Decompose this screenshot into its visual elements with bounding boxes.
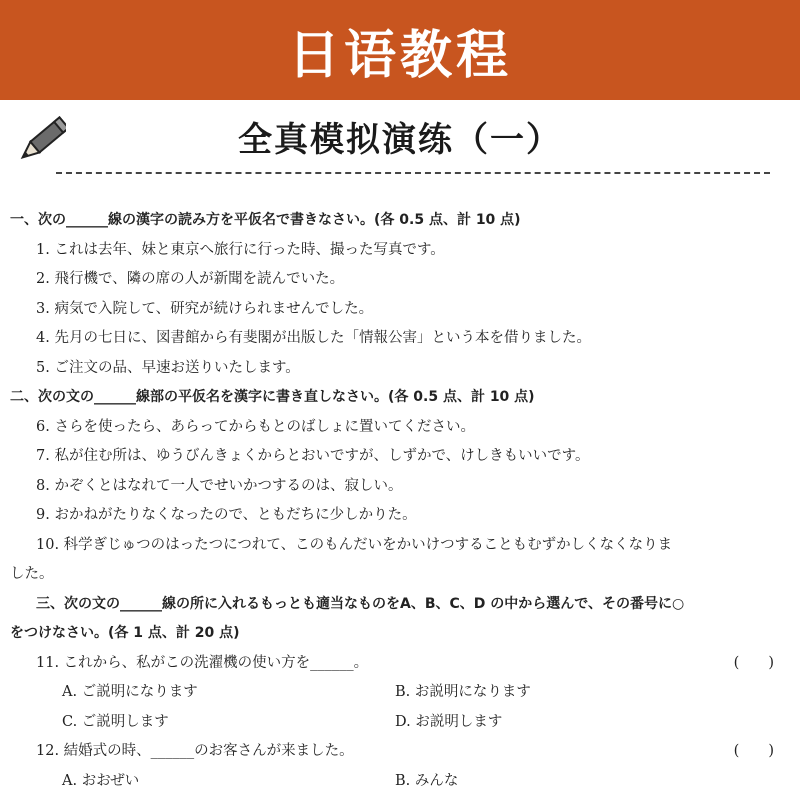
option-a: A. おおぜい	[62, 772, 140, 789]
dashed-divider	[56, 172, 770, 174]
option-b: B. みんな	[395, 772, 459, 789]
section-1-heading: 一、次の______線の漢字の読み方を平仮名で書きなさい。(各 0.5 点、計 10 点)	[10, 212, 521, 228]
options-row	[10, 767, 788, 797]
question-item: 5. ご注文の品、早速お送りいたします。	[36, 359, 300, 376]
options-row	[10, 678, 788, 708]
option-d: D. お説明します	[395, 713, 503, 730]
question-item: 7. 私が住む所は、ゆうびんきょくからとおいですが、しずかで、けしきもいいです。	[36, 448, 590, 464]
question-item: 8. かぞくとはなれて一人でせいかつするのは、寂しい。	[36, 477, 403, 494]
question-text: 11. これから、私がこの洗濯機の使い方を______。	[36, 654, 369, 671]
section-3-heading-continued: をつけなさい。(各 1 点、計 20 点)	[10, 625, 240, 641]
question-11	[10, 649, 788, 679]
document-title: 全真模拟演练（一）	[238, 120, 562, 160]
question-item: 2. 飛行機で、隣の席の人が新聞を読んでいた。	[36, 271, 345, 287]
answer-parentheses: ( )	[733, 743, 774, 759]
question-12	[10, 737, 788, 767]
banner-title: 日语教程	[287, 25, 512, 86]
section-2-heading: 二、次の文の______線部の平仮名を漢字に書き直しなさい。(各 0.5 点、計 10 点)	[10, 389, 535, 405]
option-c: C. ご説明します	[62, 713, 169, 730]
option-b: B. お説明になります	[395, 684, 531, 700]
question-item-continued: した。	[10, 566, 54, 582]
question-item: 3. 病気で入院して、研究が続けられませんでした。	[36, 300, 374, 317]
header-banner	[0, 0, 800, 100]
question-text: 12. 結婚式の時、______のお客さんが来ました。	[36, 743, 354, 759]
question-item: 1. これは去年、妹と東京へ旅行に行った時、撮った写真です。	[36, 241, 445, 258]
question-item: 4. 先月の七日に、図書館から有斐閣が出版した「情報公害」という本を借りました。	[36, 330, 591, 346]
question-item: 10. 科学ぎじゅつのはったつにつれて、このもんだいをかいけつすることもむずかしくなくなりま	[36, 536, 673, 553]
question-item: 6. さらを使ったら、あらってからもとのばしょに置いてください。	[36, 418, 475, 435]
options-row	[10, 708, 788, 738]
section-3-heading: 三、次の文の______線の所に入れるもっとも適当なものをA、B、C、D の中から選んで、その番号に○	[36, 595, 685, 612]
option-a: A. ご説明になります	[62, 684, 198, 700]
answer-parentheses: ( )	[733, 654, 774, 671]
question-item: 9. おかねがたりなくなったので、ともだちに少しかりた。	[36, 507, 417, 523]
exercise-content	[10, 206, 788, 796]
